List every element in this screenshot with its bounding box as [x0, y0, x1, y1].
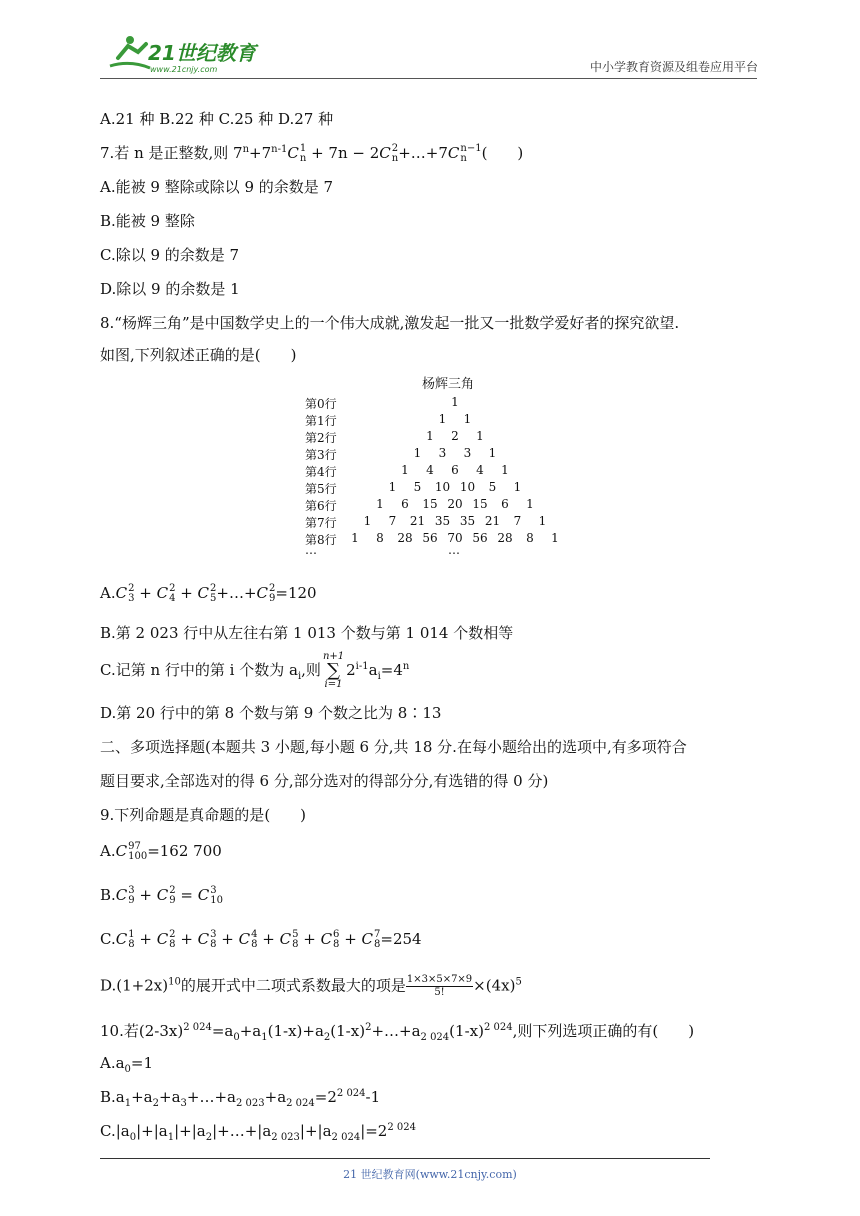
q7-option-c: C.除以 9 的余数是 7	[100, 246, 240, 264]
triangle-number: 10	[459, 480, 476, 494]
triangle-number: 5	[488, 480, 497, 494]
triangle-number: 35	[434, 514, 451, 528]
q10-option-c: $C.|a_0|+|a_1|+|a_2|+\dots+|a_{2 023}|+|a_{2 024}|=2^{2 024}$	[100, 1122, 416, 1143]
triangle-row-label: 第7行	[305, 516, 337, 530]
triangle-number: 4	[476, 463, 484, 477]
triangle-number: 1	[476, 429, 484, 443]
triangle-number: 1	[388, 480, 397, 494]
header-platform-text: 中小学教育资源及组卷应用平台	[589, 60, 758, 74]
triangle-number: 56	[422, 531, 438, 545]
q10-option-a: $A.a_0=1$	[100, 1054, 154, 1075]
triangle-number: 21	[484, 514, 501, 528]
triangle-row-label: 第3行	[305, 448, 337, 462]
triangle-number: 8	[376, 531, 384, 545]
q9-option-c: C.C 1 8 + C 2 8 + C 3 8 + C 4 8 + C 5 8 + C 6 8 + C 7 8 =254	[100, 929, 422, 950]
triangle-number: 1	[551, 531, 559, 545]
triangle-number: 8	[526, 531, 534, 545]
triangle-number: 1	[501, 463, 509, 477]
triangle-number: 1	[463, 412, 472, 426]
triangle-row-label: 第8行	[305, 533, 337, 547]
q10-option-b: $B.a_1+a_2+a_3+\dots+a_{2 023}+a_{2 024}=2^{2 024}-1$	[100, 1088, 381, 1109]
triangle-number: 7	[513, 514, 522, 528]
triangle-number: 3	[463, 446, 472, 460]
triangle-number: 1	[351, 531, 359, 545]
triangle-number: 4	[426, 463, 434, 477]
triangle-number: 56	[472, 531, 488, 545]
triangle-row-label: 第0行	[305, 397, 337, 411]
q9-option-d: $D.(1+2x)^{10}$的展开式中二项式系数最大的项是 $\frac{1\times 3\times 5\times 7\times 9}{5!}$ $\times(4x)^5$	[100, 974, 522, 998]
page-header	[100, 30, 760, 80]
triangle-number: 1	[488, 446, 497, 460]
header-divider	[100, 78, 757, 79]
q9-option-a: A.C 97 100 =162 700	[100, 841, 222, 862]
svg-text:21世纪教育: 21世纪教育	[148, 41, 256, 65]
triangle-row-label: 第2行	[305, 431, 337, 445]
site-logo	[100, 30, 260, 76]
triangle-number: 1	[413, 446, 422, 460]
triangle-number: 6	[501, 497, 509, 511]
triangle-number: 28	[497, 531, 513, 545]
triangle-row-numbers	[340, 497, 570, 511]
triangle-number: 35	[459, 514, 476, 528]
triangle-number: 1	[451, 395, 459, 409]
triangle-number: 6	[451, 463, 459, 477]
triangle-number: 1	[363, 514, 372, 528]
triangle-row-numbers	[340, 514, 570, 528]
page-footer: 21 世纪教育网(www.21cnjy.com)	[343, 1168, 517, 1181]
triangle-number: 1	[426, 429, 434, 443]
triangle-ellipsis-left: …	[305, 543, 317, 557]
q10-stem: 10.若$(2-3x)^{2 024}=a_0+a_1(1-x)+a_2(1-x)^2+\dots+a_{2 024}(1-x)^{2 024}$,则下列选项正确的有( )	[100, 1022, 695, 1043]
triangle-row-numbers	[340, 531, 570, 545]
triangle-row-numbers	[340, 463, 570, 477]
triangle-row-numbers	[340, 429, 570, 443]
triangle-number: 15	[472, 497, 488, 511]
triangle-number: 1	[538, 514, 547, 528]
q9-option-b: B.C 3 9 + C 2 9 = C 3 10	[100, 885, 223, 906]
triangle-number: 1	[513, 480, 522, 494]
triangle-row-numbers	[340, 480, 570, 494]
triangle-number: 7	[388, 514, 397, 528]
triangle-number: 70	[447, 531, 463, 545]
triangle-number: 15	[422, 497, 438, 511]
q8-option-c: C.记第 n 行中的第 i 个数为 $a_i$,则 n+1 ∑ i=1 $2^{i-1}a_i=4^n$	[100, 651, 410, 690]
q8-option-a: A.C 2 3 + C 2 4 + C 2 5 +…+C 2 9 =120	[100, 583, 317, 604]
triangle-number: 1	[401, 463, 409, 477]
q8-option-d: D.第 20 行中的第 8 个数与第 9 个数之比为 8∶13	[100, 704, 442, 722]
triangle-number: 5	[413, 480, 422, 494]
triangle-number: 1	[526, 497, 534, 511]
q6-options: A.21 种 B.22 种 C.25 种 D.27 种	[100, 110, 334, 128]
q9-stem: 9.下列命题是真命题的是( )	[100, 806, 307, 824]
triangle-row-numbers	[340, 446, 570, 460]
triangle-number: 1	[376, 497, 384, 511]
q7-option-d: D.除以 9 的余数是 1	[100, 280, 240, 298]
q7-stem: 7.若 n 是正整数,则 $7^n+7^{n-1}C$ 1 n + 7n − 2C 2 n +…+7C n−1 n ( )	[100, 143, 524, 164]
triangle-row-label: 第5行	[305, 482, 337, 496]
triangle-title: 杨辉三角	[422, 377, 475, 392]
triangle-number: 2	[451, 429, 459, 443]
triangle-number: 10	[434, 480, 451, 494]
q7-option-a: A.能被 9 整除或除以 9 的余数是 7	[100, 178, 334, 196]
footer-divider	[100, 1158, 710, 1159]
triangle-number: 1	[438, 412, 447, 426]
triangle-number: 3	[438, 446, 447, 460]
q8-stem-line2: 如图,下列叙述正确的是( )	[100, 346, 297, 364]
triangle-number: 20	[447, 497, 463, 511]
triangle-number: 6	[401, 497, 409, 511]
triangle-row-label: 第4行	[305, 465, 337, 479]
triangle-row-numbers	[340, 395, 570, 409]
triangle-ellipsis-center: …	[448, 543, 460, 557]
triangle-row-label: 第6行	[305, 499, 337, 513]
q8-option-b: B.第 2 023 行中从左往右第 1 013 个数与第 1 014 个数相等	[100, 624, 514, 642]
yanghui-triangle-figure	[300, 373, 570, 563]
section2-heading-line1: 二、多项选择题(本题共 3 小题,每小题 6 分,共 18 分.在每小题给出的选项中,有多项符合	[100, 738, 687, 756]
triangle-row-numbers	[340, 412, 570, 426]
section2-heading-line2: 题目要求,全部选对的得 6 分,部分选对的得部分分,有选错的得 0 分)	[100, 772, 549, 790]
triangle-row-label: 第1行	[305, 414, 337, 428]
triangle-number: 28	[397, 531, 413, 545]
triangle-number: 21	[409, 514, 426, 528]
q7-option-b: B.能被 9 整除	[100, 212, 195, 230]
q8-stem-line1: 8.“杨辉三角”是中国数学史上的一个伟大成就,激发起一批又一批数学爱好者的探究欲望.	[100, 314, 680, 332]
svg-text:www.21cnjy.com: www.21cnjy.com	[150, 65, 218, 74]
